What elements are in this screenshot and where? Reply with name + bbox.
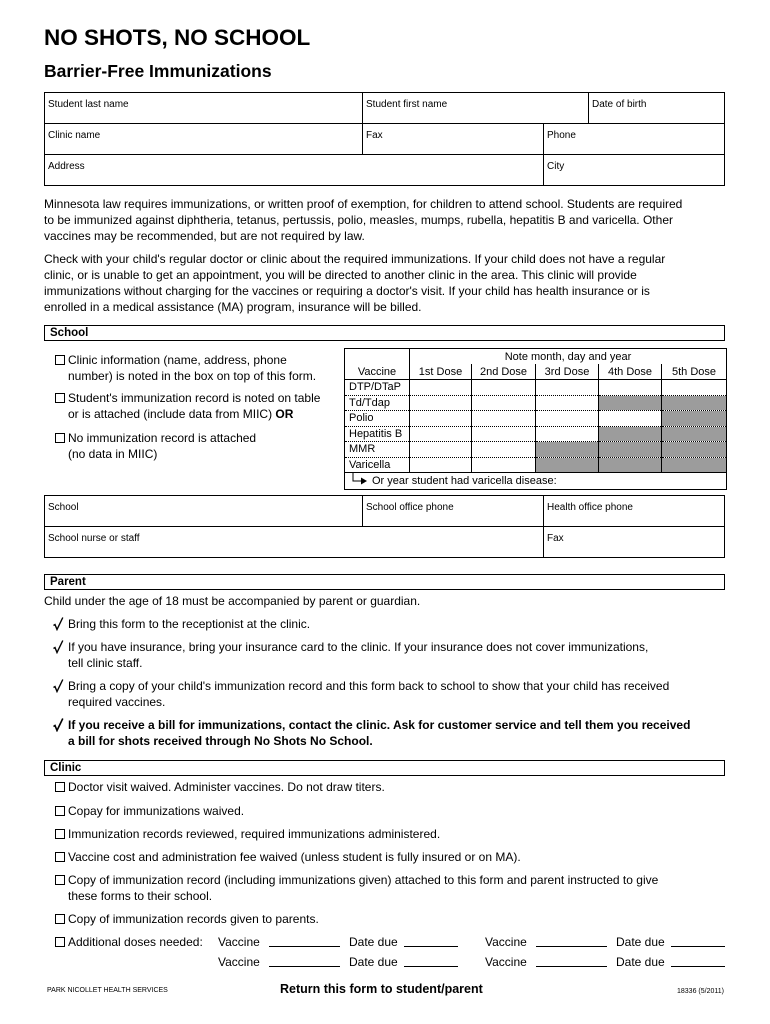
dose-5-date-cell [662,395,727,411]
parent-item-bring-form: Bring this form to the receptionist at the clinic. [68,617,311,631]
dose-4-date-cell [599,442,662,458]
vaccine-blank-field[interactable] [536,954,607,967]
clinic-name-label: Clinic name [48,130,101,141]
date-of-birth-field[interactable] [589,93,724,123]
dose-5-date-cell [662,426,727,442]
student-last-name-label: Student last name [48,99,129,110]
date-due-blank-field[interactable] [671,934,725,947]
dose-1-date-cell[interactable] [410,380,472,396]
intro-paragraph-clinic: Check with your child's regular doctor or clinic about the required immunizations. If your child does not have a regular clinic, or is unable to get an appointment, you will be directed to another clinic in the area. This clinic will provide immunizations without charging for the vaccines or requiring a doctor's visit. If your child has health insurance or is enrolled in a medical assistance (MA) program, insurance will be billed. [44,252,666,314]
city-field[interactable] [544,155,724,185]
checkbox[interactable] [55,355,65,365]
table-row [45,124,724,155]
vaccine-label: Vaccine [485,955,527,969]
vaccine-row-td-tdap [345,395,727,411]
vaccine-row-polio [345,411,727,427]
vaccine-row-varicella [345,457,727,473]
dose-3-date-cell[interactable] [536,411,599,427]
dose-3-header: 3rd Dose [536,364,599,380]
varicella-disease-row [345,473,727,490]
dose-5-date-cell [662,442,727,458]
intro-paragraph-law: Minnesota law requires immunizations, or written proof of exemption, for children to attend school. Students are required to be immunized against diphtheria, tetanus, pertussis, polio, measles, mumps, rubella, hepatitis B and varicella. Other vaccines may be recommended, but are not required by law. [44,197,683,243]
check-mark-icon [53,640,64,654]
date-due-label: Date due [349,955,398,969]
checkbox[interactable] [55,782,65,792]
dose-2-date-cell[interactable] [472,380,536,396]
vaccine-blank-field[interactable] [536,934,607,947]
vaccine-label: Vaccine [218,955,260,969]
dose-3-date-cell[interactable] [536,380,599,396]
health-office-phone-field[interactable] [544,496,724,526]
table-row [45,155,724,185]
clinic-item-cost-waived: Vaccine cost and administration fee waived (unless student is fully insured or on MA). [68,850,521,864]
note-dates-header: Note month, day and year [410,349,727,365]
dose-1-date-cell[interactable] [410,395,472,411]
date-due-blank-field[interactable] [671,954,725,967]
corner-arrow-icon [351,473,369,489]
parent-intro: Child under the age of 18 must be accompanied by parent or guardian. [44,594,421,608]
school-contact-table [44,495,725,558]
school-office-phone-field[interactable] [363,496,544,526]
dose-3-date-cell[interactable] [536,395,599,411]
parent-item-bill-notice: If you receive a bill for immunizations, contact the clinic. Ask for customer service and tell them you received a bill for shots received through No Shots No School. [68,718,691,748]
dose-1-date-cell[interactable] [410,411,472,427]
footer-organization: PARK NICOLLET HEALTH SERVICES [47,987,168,994]
school-check-clinic-info: Clinic information (name, address, phone number) is noted in the box on top of this form. [68,353,317,383]
checkbox[interactable] [55,433,65,443]
dose-2-date-cell[interactable] [472,442,536,458]
school-check-record-noted-text: Student's immunization record is noted on table or is attached (include data from MIIC) [68,391,321,421]
clinic-phone-label: Phone [547,130,576,141]
school-nurse-field[interactable] [45,527,544,557]
clinic-item-records-reviewed: Immunization records reviewed, required immunizations administered. [68,827,441,841]
clinic-fax-label: Fax [366,130,383,141]
student-first-name-field[interactable] [363,93,589,123]
footer-return-note: Return this form to student/parent [280,982,483,996]
school-label: School [48,502,79,513]
checkbox[interactable] [55,875,65,885]
date-due-blank-field[interactable] [404,954,458,967]
school-fax-field[interactable] [544,527,724,557]
checkbox[interactable] [55,852,65,862]
clinic-phone-field[interactable] [544,124,724,154]
dose-2-date-cell[interactable] [472,411,536,427]
dose-1-date-cell[interactable] [410,457,472,473]
student-clinic-info-table [44,92,725,186]
dose-2-date-cell[interactable] [472,457,536,473]
vaccine-name: Hepatitis B [345,426,410,442]
dose-2-header: 2nd Dose [472,364,536,380]
date-due-label: Date due [349,935,398,949]
clinic-item-copy-attached: Copy of immunization record (including immunizations given) attached to this form and parent instructed to give these forms to their school. [68,873,659,903]
footer-form-code: 18336 (5/2011) [677,988,724,995]
check-mark-icon [53,718,64,732]
vaccine-name: Td/Tdap [345,395,410,411]
student-last-name-field[interactable] [45,93,363,123]
dose-2-date-cell[interactable] [472,395,536,411]
section-header-parent: Parent [44,574,725,590]
vaccine-column-header: Vaccine [345,349,410,380]
vaccine-blank-field[interactable] [269,954,340,967]
dose-1-header: 1st Dose [410,364,472,380]
form-title: NO SHOTS, NO SCHOOL [44,25,311,50]
dose-4-date-cell [599,426,662,442]
clinic-fax-field[interactable] [363,124,544,154]
date-due-label: Date due [616,935,665,949]
vaccine-blank-field[interactable] [269,934,340,947]
dose-4-date-cell [599,395,662,411]
checkbox[interactable] [55,937,65,947]
dose-5-date-cell [662,457,727,473]
school-office-phone-label: School office phone [366,502,454,513]
vaccine-row-dtp-dtap [345,380,727,396]
dose-3-date-cell [536,442,599,458]
dose-3-date-cell [536,457,599,473]
vaccine-name: Polio [345,411,410,427]
dose-5-date-cell [662,411,727,427]
clinic-name-field[interactable] [45,124,363,154]
vaccine-label: Vaccine [485,935,527,949]
check-mark-icon [53,679,64,693]
parent-item-bring-record: Bring a copy of your child's immunization record and this form back to school to show that your child has received required vaccines. [68,679,670,709]
vaccine-row-hepatitis-b [345,426,727,442]
table-row [45,527,724,557]
check-mark-icon [53,617,64,631]
section-header-clinic: Clinic [44,760,725,776]
checkbox[interactable] [55,914,65,924]
vaccine-name: MMR [345,442,410,458]
varicella-disease-year-field[interactable] [345,473,727,490]
checkbox[interactable] [55,393,65,403]
or-emphasis: OR [275,407,294,421]
section-header-school: School [44,325,725,341]
form-subtitle: Barrier-Free Immunizations [44,61,272,81]
school-fax-label: Fax [547,533,564,544]
dose-3-date-cell[interactable] [536,426,599,442]
address-label: Address [48,161,85,172]
vaccine-label: Vaccine [218,935,260,949]
clinic-item-visit-waived: Doctor visit waived. Administer vaccines. Do not draw titers. [68,780,385,794]
table-row [45,496,724,527]
vaccine-row-mmr [345,442,727,458]
date-due-label: Date due [616,955,665,969]
dose-5-date-cell[interactable] [662,380,727,396]
vaccine-dose-table [344,348,727,490]
dose-1-date-cell[interactable] [410,426,472,442]
date-due-blank-field[interactable] [404,934,458,947]
school-check-record-noted [68,390,342,422]
school-nurse-label: School nurse or staff [48,533,140,544]
checkbox[interactable] [55,829,65,839]
parent-item-insurance: If you have insurance, bring your insurance card to the clinic. If your insurance does not cover immunizations, tell clinic staff. [68,640,649,670]
clinic-item-copy-given: Copy of immunization records given to parents. [68,912,319,926]
vaccine-name: Varicella [345,457,410,473]
student-first-name-label: Student first name [366,99,448,110]
varicella-disease-label: Or year student had varicella disease: [372,474,557,487]
additional-doses-label: Additional doses needed: [68,935,203,949]
dose-5-header: 5th Dose [662,364,727,380]
table-header-row [345,349,727,365]
address-field[interactable] [45,155,544,185]
dose-4-date-cell[interactable] [599,411,662,427]
table-row [45,93,724,124]
checkbox[interactable] [55,806,65,816]
city-label: City [547,161,565,172]
dose-1-date-cell[interactable] [410,442,472,458]
dose-4-date-cell [599,457,662,473]
dose-2-date-cell[interactable] [472,426,536,442]
dose-4-header: 4th Dose [599,364,662,380]
health-office-phone-label: Health office phone [547,502,633,513]
date-of-birth-label: Date of birth [592,99,647,110]
school-field[interactable] [45,496,363,526]
dose-4-date-cell[interactable] [599,380,662,396]
vaccine-name: DTP/DTaP [345,380,410,396]
school-check-no-record: No immunization record is attached (no data in MIIC) [68,431,257,461]
clinic-item-copay-waived: Copay for immunizations waived. [68,804,245,818]
